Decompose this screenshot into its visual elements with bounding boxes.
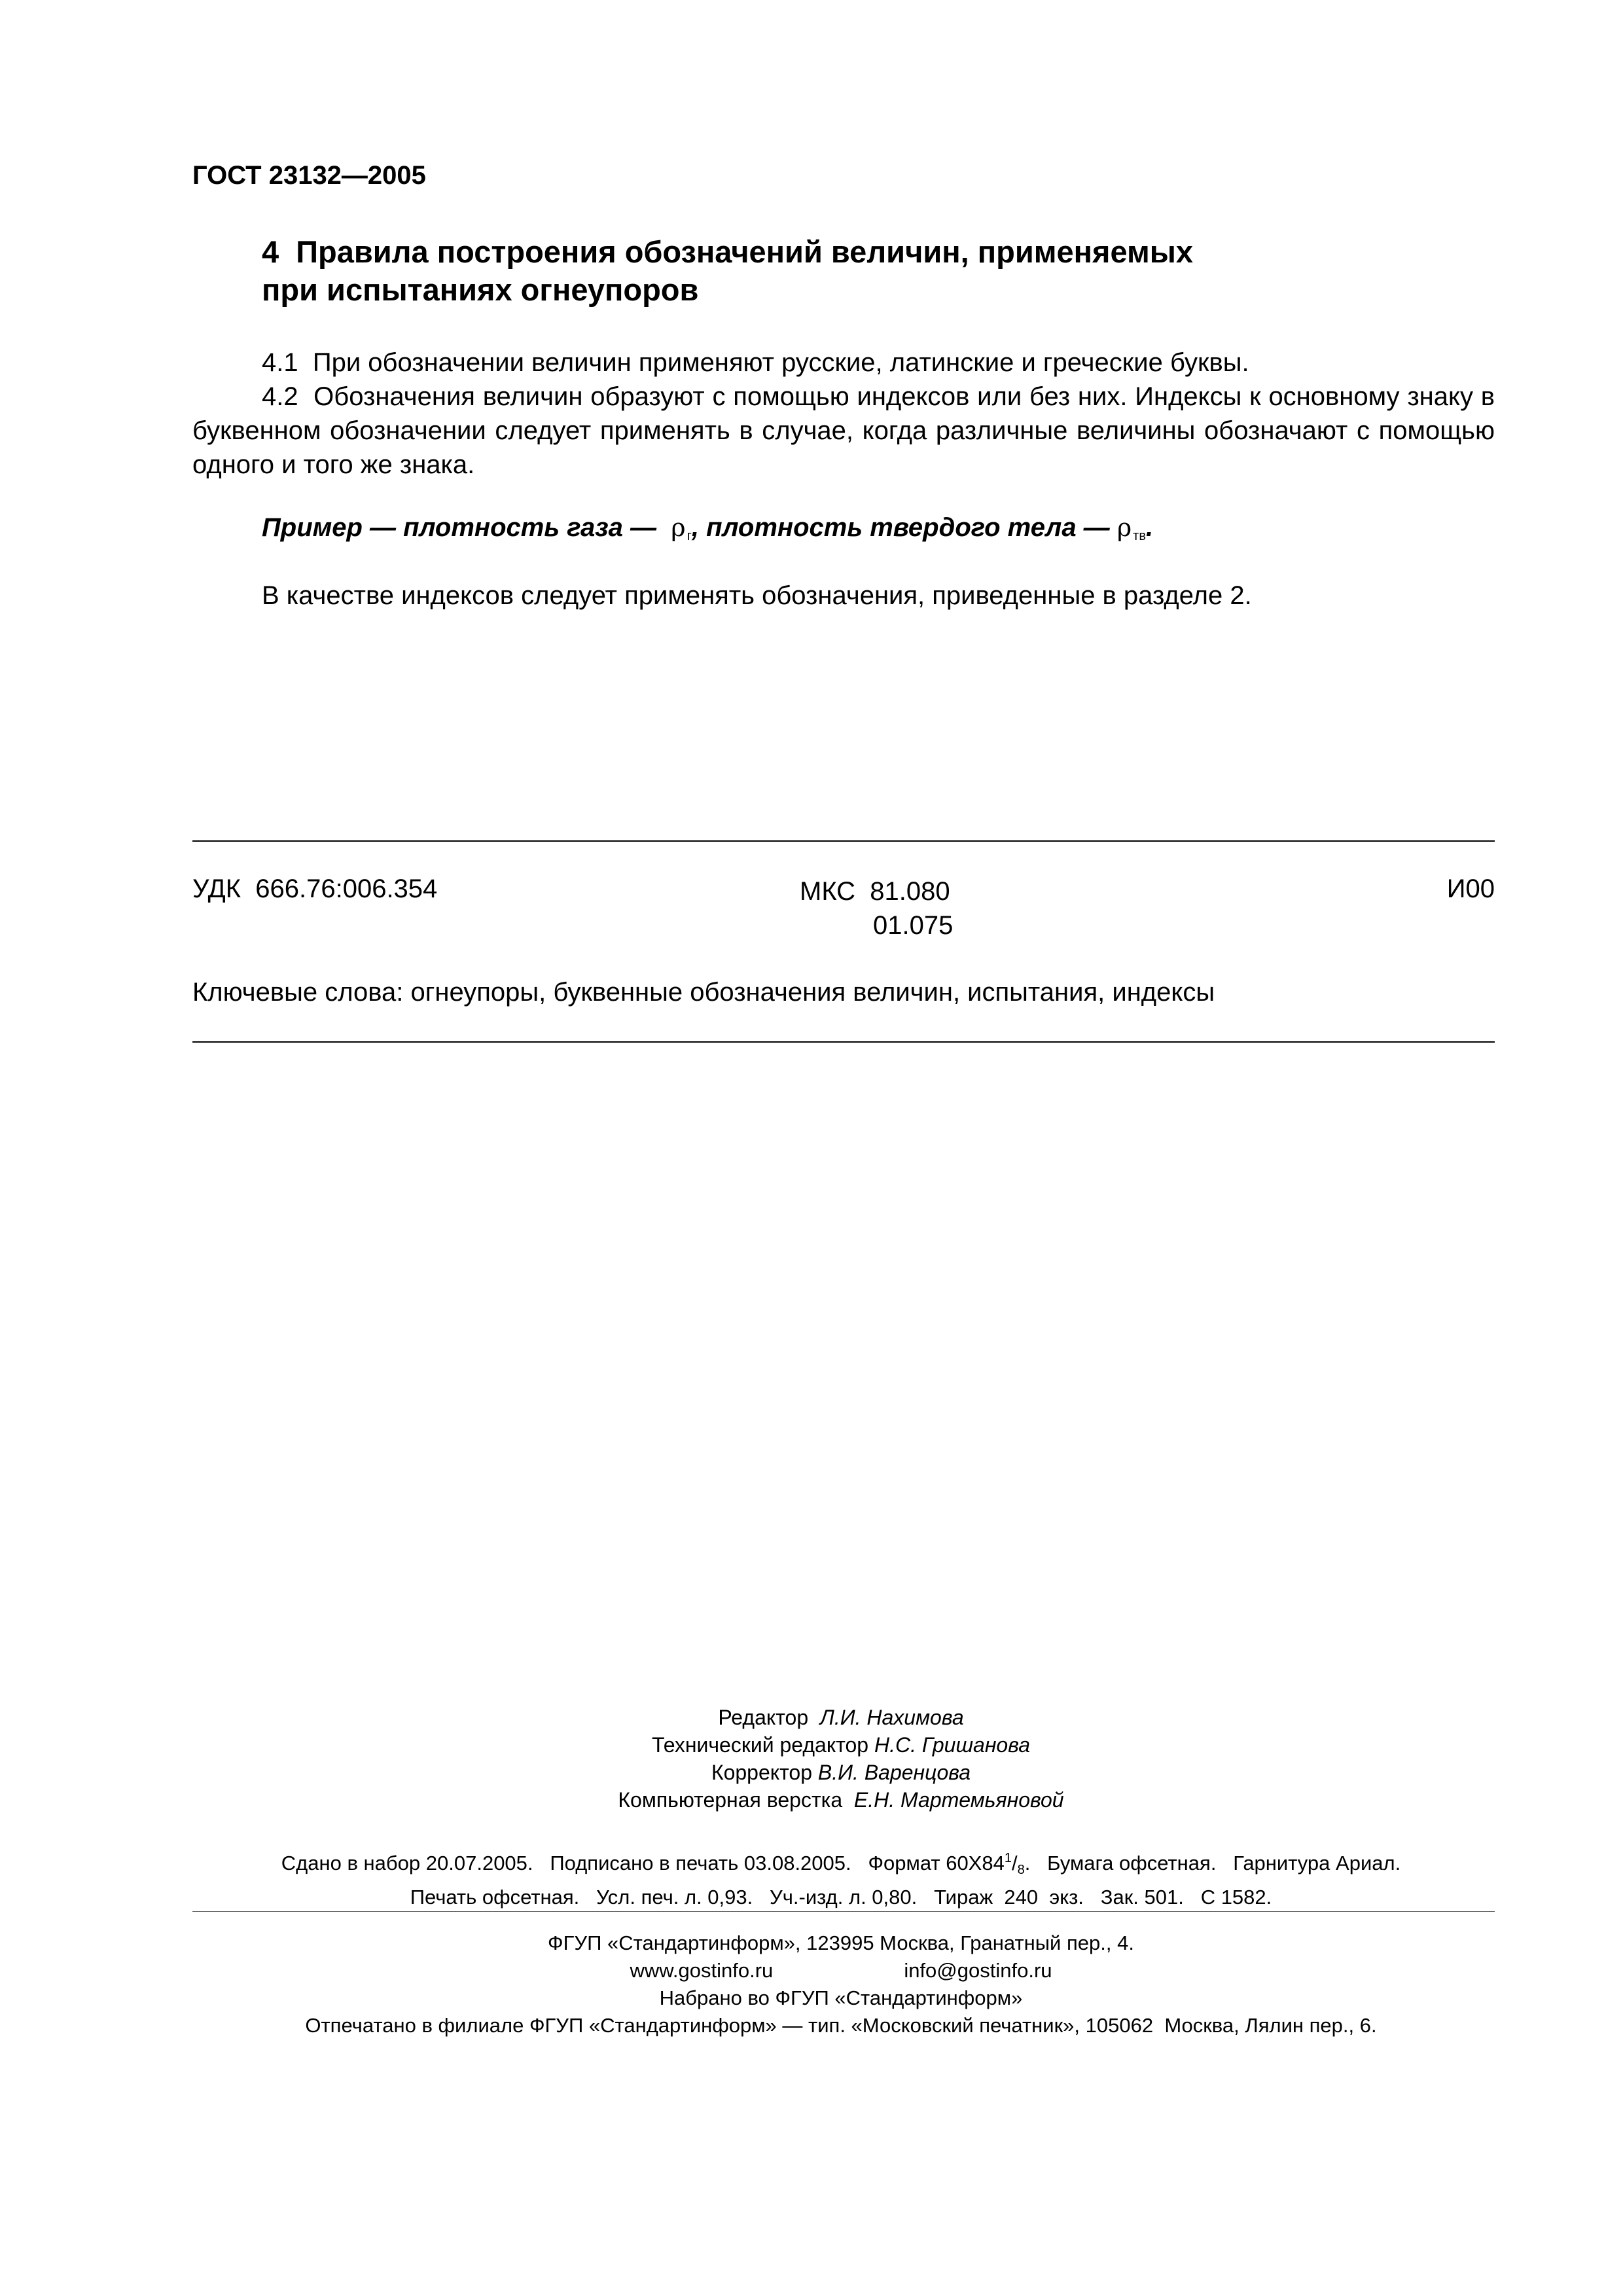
email-link[interactable]: info@gostinfo.ru [904, 1959, 1052, 1982]
divider [192, 1041, 1495, 1043]
index-note: В качестве индексов следует применять обозначения, приведенные в разделе 2. [262, 581, 1252, 610]
printed-info: Отпечатано в филиале ФГУП «Стандартинформ» — тип. «Московский печатник», 105062 Москва, Лялин пер., 6. [305, 2014, 1377, 2037]
print-info-line2: Печать офсетная. Усл. печ. л. 0,93. Уч.-изд. л. 0,80. Тираж 240 экз. Зак. 501. С 1582. [410, 1886, 1272, 1909]
website-link[interactable]: www.gostinfo.ru [630, 1959, 774, 1982]
paragraph-4-1: 4.1 При обозначении величин применяют русские, латинские и греческие буквы. [262, 348, 1249, 377]
print-info-line1: Сдано в набор 20.07.2005. Подписано в печать 03.08.2005. Формат $60Х84^1/8$. Бумага офсетная. Гарнитура Ариал. [281, 1851, 1401, 1877]
okp-code: И00 [1446, 874, 1495, 903]
document-header: ГОСТ 23132—2005 [192, 161, 426, 190]
credit-layout: Компьютерная верстка Е.Н. Мартемьяновой [618, 1788, 1064, 1812]
subscript-solid: тв [1133, 529, 1146, 543]
subscript-gas: г [687, 529, 692, 543]
credits-block [0, 1704, 1623, 1814]
section-title [262, 233, 1193, 309]
credit-editor: Редактор Л.И. Нахимова [718, 1706, 964, 1729]
section-title-line1: 4 Правила построения обозначений величин, применяемых [262, 234, 1194, 269]
paragraph-4-2: 4.2 Обозначения величин образуют с помощью индексов или без них. Индексы к основному знаку в буквенном обозначении следует применять в случае, когда различные величины обозначают с помощью одного и того же знака. [192, 382, 1495, 479]
credit-tech-editor: Технический редактор Н.С. Гришанова [651, 1733, 1031, 1757]
section-title-line2: при испытаниях огнеупоров [262, 272, 699, 307]
divider [192, 1911, 1495, 1912]
credit-corrector: Корректор В.И. Варенцова [711, 1761, 971, 1784]
typeset-info: Набрано во ФГУП «Стандартинформ» [659, 1986, 1023, 2009]
rho-symbol: ρ [671, 513, 686, 542]
publisher-contacts [0, 1957, 1623, 1984]
rho-symbol: ρ [1116, 513, 1132, 542]
mks-code: МКС 81.080 01.075 [800, 877, 954, 940]
example-line: Пример — плотность газа — ρ $_г$, плотность твердого тела — ρ $_{тв}$. [262, 513, 1154, 543]
divider [192, 840, 1495, 842]
publisher-info [0, 1929, 1623, 2039]
print-info [0, 1844, 1623, 1911]
section-number: 4 [262, 234, 279, 269]
udk-code: УДК 666.76:006.354 [192, 874, 438, 903]
publisher-address: ФГУП «Стандартинформ», 123995 Москва, Гранатный пер., 4. [548, 1931, 1134, 1954]
keywords: Ключевые слова: огнеупоры, буквенные обозначения величин, испытания, индексы [192, 978, 1215, 1007]
